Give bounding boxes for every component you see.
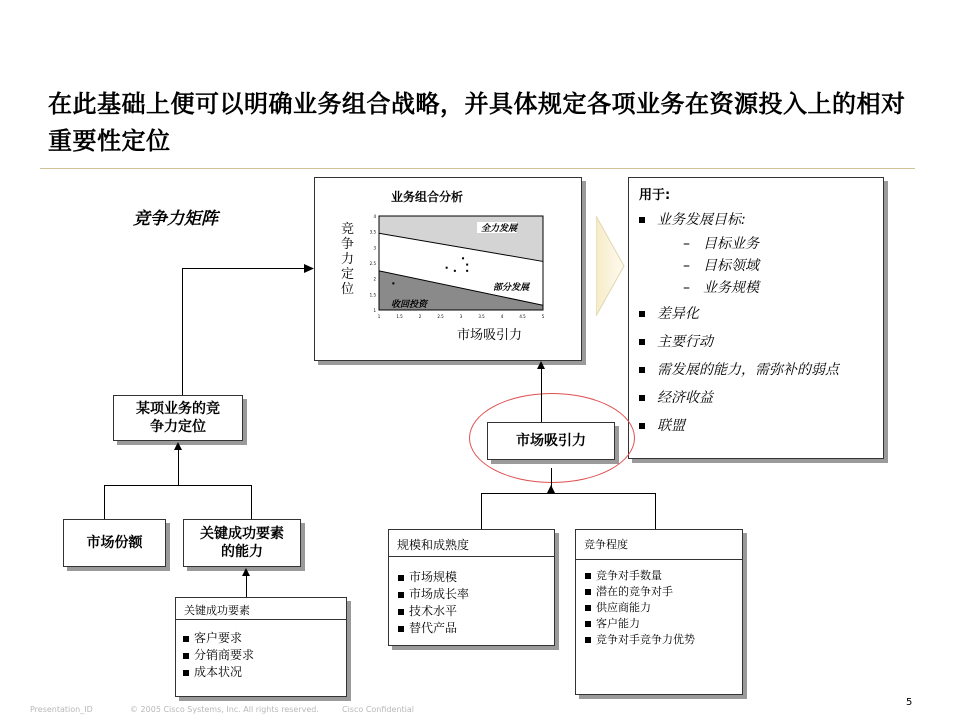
connector xyxy=(251,485,252,519)
used-for-item-text: 差异化 xyxy=(657,306,699,322)
dash-icon: – xyxy=(683,280,690,296)
connector xyxy=(541,368,542,422)
y-tick-label: 2.5 xyxy=(369,261,376,266)
y-tick-label: 1 xyxy=(373,308,376,313)
bullet-square-icon xyxy=(639,367,645,373)
used-for-subitem-text: 业务规模 xyxy=(703,280,759,296)
used-for-subitem-text: 目标业务 xyxy=(703,236,759,252)
scale-item: 替代产品 xyxy=(397,620,554,637)
connector xyxy=(481,493,482,529)
page-number: 5 xyxy=(906,697,913,708)
used-for-item xyxy=(639,305,875,323)
x-tick-label: 4 xyxy=(500,314,504,319)
chart-plot xyxy=(363,210,553,328)
competition-list xyxy=(576,560,742,648)
ksf-item: 成本状况 xyxy=(182,664,346,681)
used-for-subitem xyxy=(683,277,875,299)
competition-box xyxy=(575,529,743,695)
arrow-up-icon xyxy=(242,568,250,576)
footer-copyright: © 2005 Cisco Systems, Inc. All rights reserved. xyxy=(130,705,319,714)
used-for-list xyxy=(639,211,875,435)
dash-icon: – xyxy=(683,258,690,274)
x-tick-label: 5 xyxy=(541,314,545,319)
scale-item: 技术水平 xyxy=(397,603,554,620)
ksf-capability-box: 关键成功要素的能力 xyxy=(183,519,301,567)
x-tick-label: 3.5 xyxy=(478,314,485,319)
used-for-item xyxy=(639,389,875,407)
arrow-right-icon xyxy=(304,264,314,273)
bullet-square-icon xyxy=(639,217,645,223)
connector xyxy=(104,485,252,486)
scale-item: 市场成长率 xyxy=(397,586,554,603)
x-tick-label: 4.5 xyxy=(519,314,526,319)
data-point xyxy=(446,267,448,269)
used-for-heading: 用于: xyxy=(639,188,671,203)
bullet-square-icon xyxy=(639,423,645,429)
y-tick-label: 4 xyxy=(373,214,376,219)
competition-item: 竞争对手数量 xyxy=(584,568,742,584)
chart-title: 业务组合分析 xyxy=(391,190,464,204)
connector xyxy=(246,575,247,597)
page-title: 在此基础上便可以明确业务组合战略，并具体规定各项业务在资源投入上的相对重要性定位 xyxy=(48,90,906,155)
highlight-circle xyxy=(469,393,635,483)
connector xyxy=(182,268,306,269)
dash-icon: – xyxy=(683,236,690,252)
zone-label-partial: 部分发展 xyxy=(492,283,529,293)
used-for-subitem xyxy=(683,233,875,255)
scale-list xyxy=(389,557,554,637)
data-point xyxy=(466,270,468,272)
competition-item: 客户能力 xyxy=(584,616,742,632)
arrow-up-icon xyxy=(537,361,545,369)
scale-maturity-box xyxy=(388,529,555,646)
connector xyxy=(481,493,656,494)
bullet-square-icon xyxy=(639,395,645,401)
connector xyxy=(655,493,656,529)
x-tick-label: 1 xyxy=(377,314,381,319)
matrix-label: 竞争力矩阵 xyxy=(133,209,218,229)
bullet-square-icon xyxy=(639,311,645,317)
chart-xlabel: 市场吸引力 xyxy=(457,328,523,343)
x-tick-label: 2 xyxy=(418,314,422,319)
ksf-box xyxy=(175,597,347,697)
used-for-item xyxy=(639,361,875,379)
chart-ylabel: 竞争力定位 xyxy=(341,222,355,297)
competition-item: 供应商能力 xyxy=(584,600,742,616)
connector xyxy=(104,485,105,519)
market-attractiveness-box: 市场吸引力 xyxy=(487,422,615,460)
x-tick-label: 3 xyxy=(459,314,463,319)
ksf-item: 分销商要求 xyxy=(182,647,346,664)
chevron-arrow-icon xyxy=(596,216,626,316)
connector xyxy=(178,449,179,485)
used-for-item-text: 业务发展目标: xyxy=(657,212,746,228)
competition-header: 竞争程度 xyxy=(576,530,742,560)
y-tick-label: 2 xyxy=(373,276,376,282)
x-tick-label: 2.5 xyxy=(437,314,444,319)
scale-header: 规模和成熟度 xyxy=(389,530,554,557)
used-for-item-text: 主要行动 xyxy=(657,334,713,350)
title-divider xyxy=(40,168,915,169)
used-for-item xyxy=(639,211,875,299)
footer-presentation-id: Presentation_ID xyxy=(30,705,93,714)
y-tick-label: 3 xyxy=(373,245,376,251)
data-point xyxy=(462,257,464,259)
arrow-up-icon xyxy=(547,485,555,493)
used-for-subitem-text: 目标领域 xyxy=(703,258,759,274)
data-point xyxy=(454,270,456,272)
competitive-position-box: 某项业务的竞争力定位 xyxy=(113,395,243,441)
y-tick-label: 3.5 xyxy=(369,229,376,235)
scale-item: 市场规模 xyxy=(397,569,554,586)
portfolio-chart-box xyxy=(314,177,582,361)
market-share-box: 市场份额 xyxy=(63,519,166,567)
zone-label-full: 全力发展 xyxy=(480,224,517,234)
ksf-header: 关键成功要素 xyxy=(176,598,346,620)
competition-item: 潜在的竞争对手 xyxy=(584,584,742,600)
used-for-subitem xyxy=(683,255,875,277)
used-for-item-text: 经济收益 xyxy=(657,390,713,406)
competition-item: 竞争对手竞争力优势 xyxy=(584,632,742,648)
used-for-item xyxy=(639,333,875,351)
data-point xyxy=(466,264,468,266)
arrow-up-icon xyxy=(174,442,182,450)
bullet-square-icon xyxy=(639,339,645,345)
x-tick-label: 1.5 xyxy=(396,314,403,319)
used-for-box xyxy=(628,177,884,459)
used-for-item xyxy=(639,417,875,435)
connector xyxy=(182,268,183,395)
ksf-list xyxy=(176,620,346,681)
zone-label-harvest: 收回投资 xyxy=(391,300,428,310)
data-point xyxy=(392,282,394,284)
y-tick-label: 1.5 xyxy=(369,292,376,298)
used-for-item-text: 联盟 xyxy=(657,418,685,434)
ksf-item: 客户要求 xyxy=(182,630,346,647)
used-for-item-text: 需发展的能力，需弥补的弱点 xyxy=(657,362,839,378)
footer-confidential: Cisco Confidential xyxy=(342,705,414,714)
